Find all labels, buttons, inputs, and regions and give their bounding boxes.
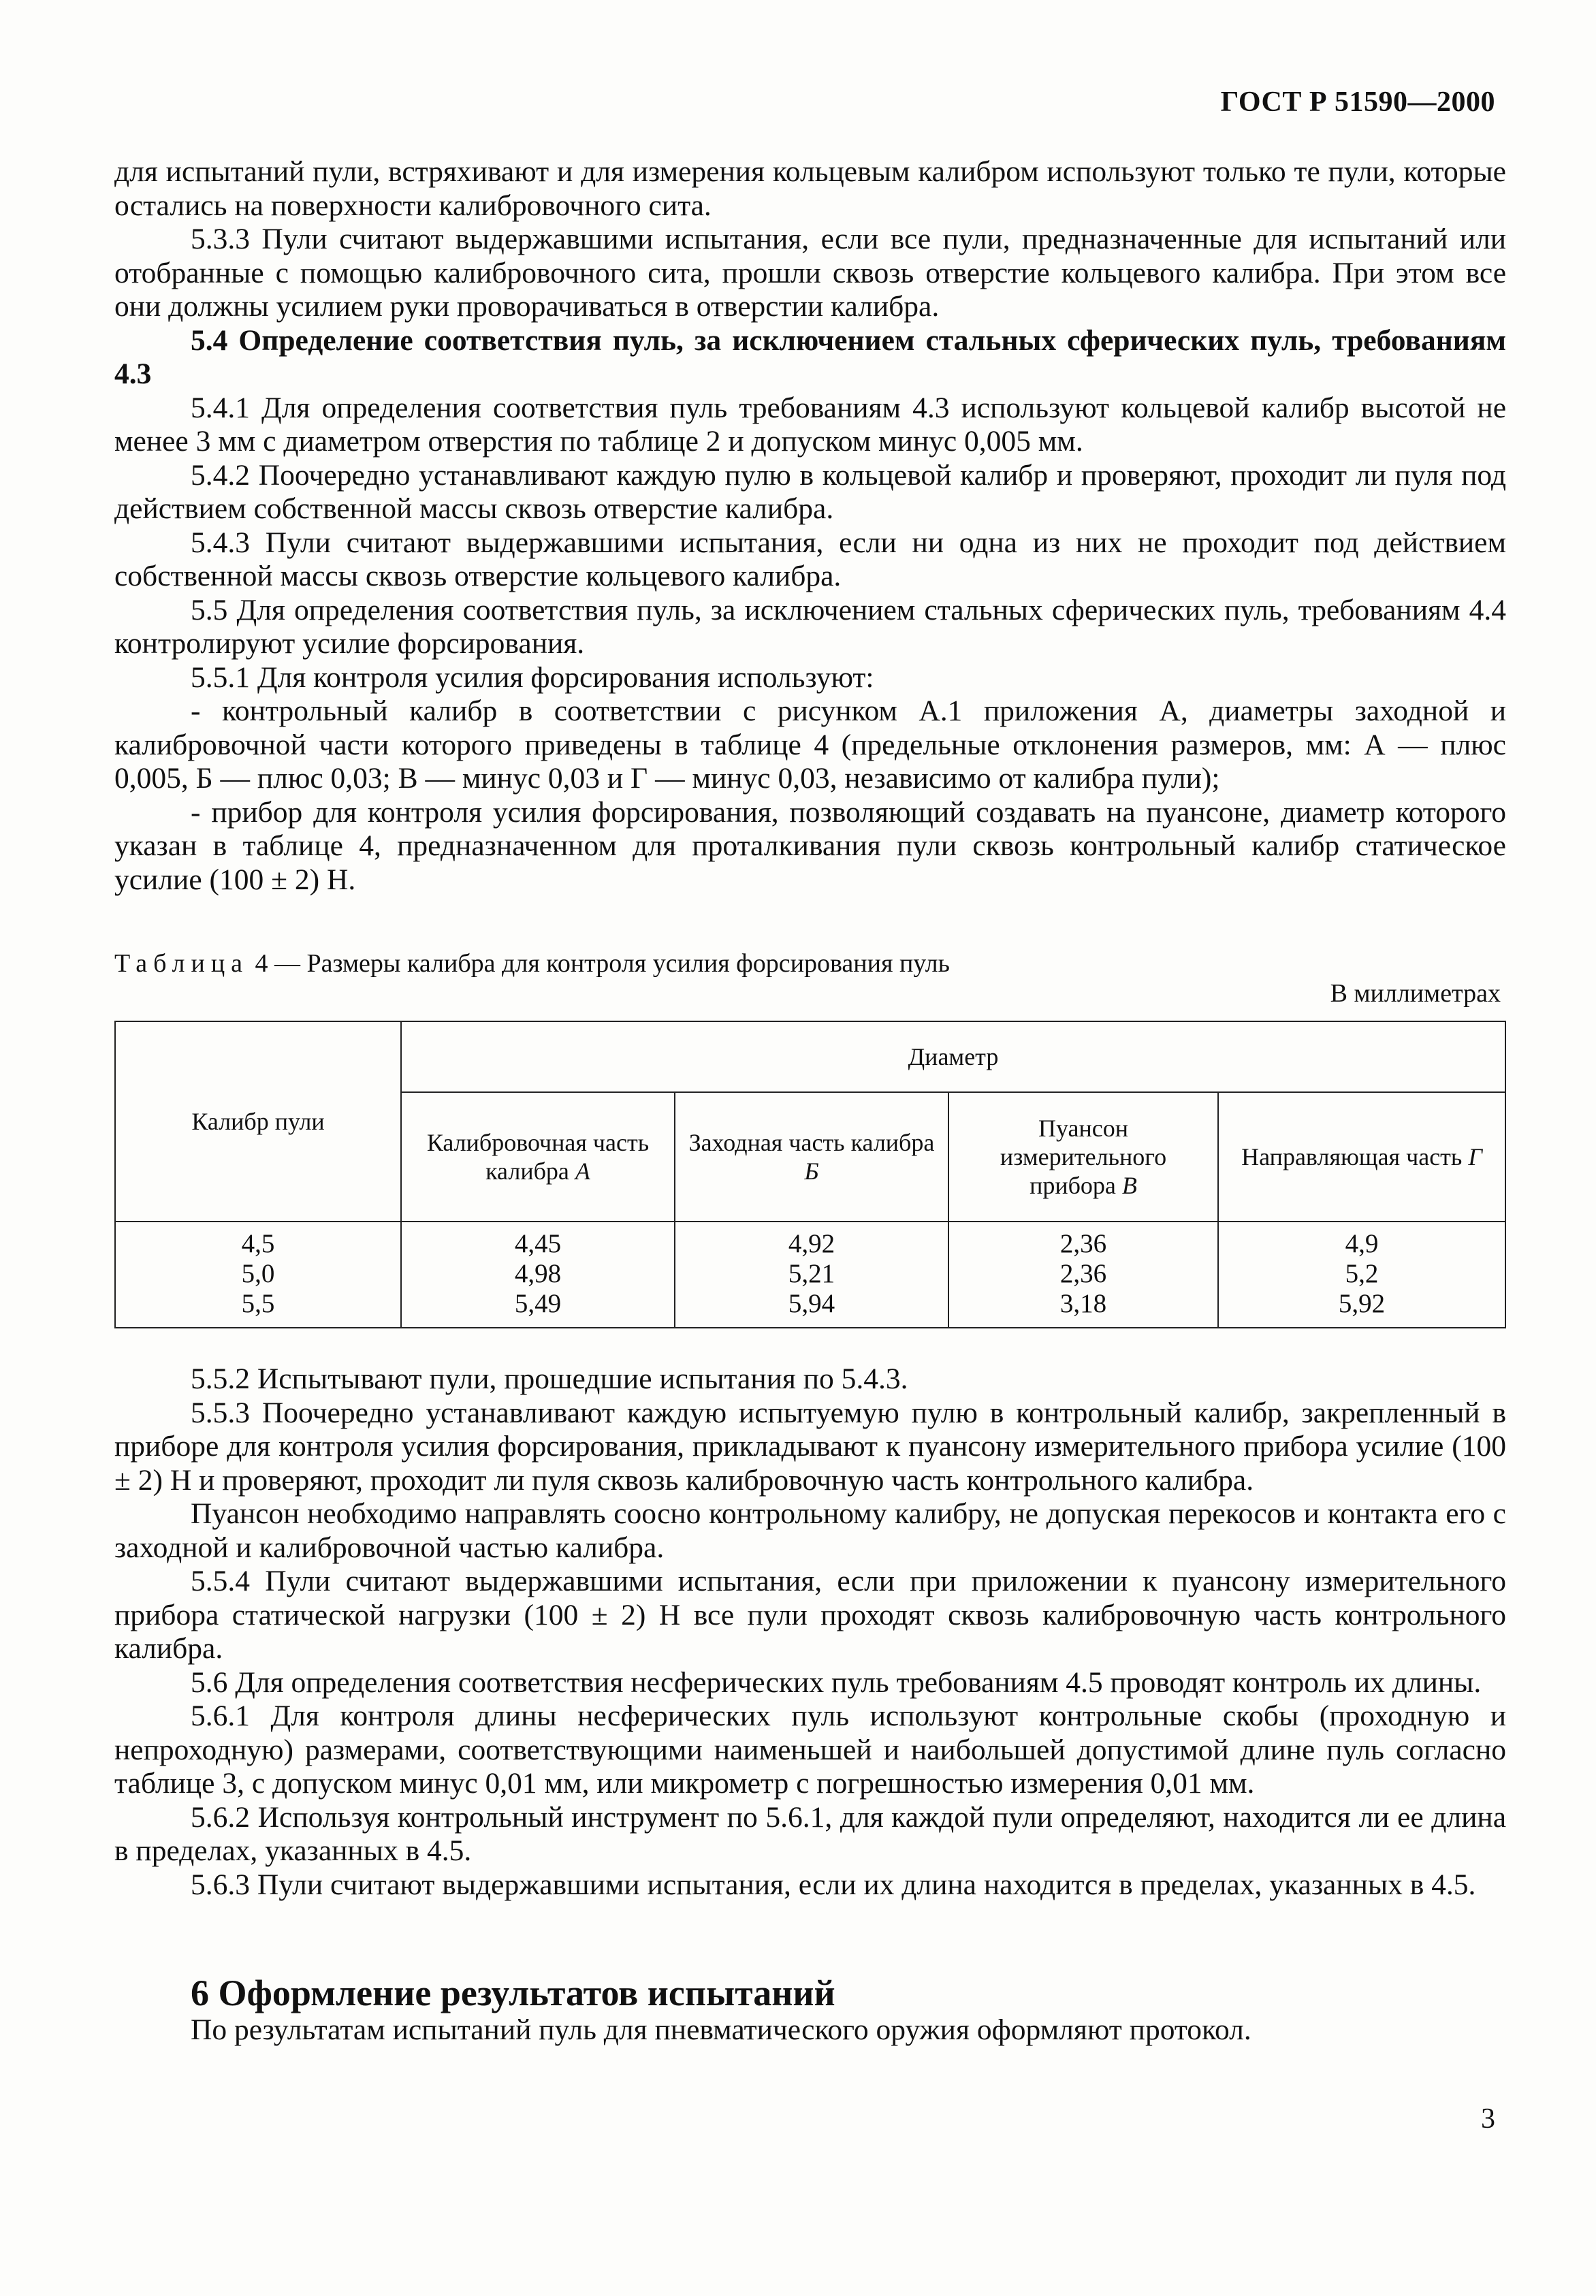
page-number: 3	[1481, 2103, 1495, 2135]
table-cell-value: 4,9	[1345, 1229, 1379, 1258]
paragraph: 5.6.1 Для контроля длины несферических пуль используют контрольные скобы (проходную и непроходную) размерами, соответствующими наименьшей и наибольшей допустимой длине пуль согласно таблице 3, с допуском минус 0,01 мм, или микрометр с погрешностью измерения 0,01 мм.	[114, 1700, 1506, 1800]
table-caption-row	[114, 947, 1506, 1008]
paragraph: 5.5.1 Для контроля усилия форсирования используют:	[191, 660, 874, 694]
paragraph: 5.6 Для определения соответствия несферических пуль требованиям 4.5 проводят контроль их длины.	[191, 1665, 1482, 1699]
table-cell-value: 4,5	[241, 1229, 275, 1258]
table-data-row	[115, 1222, 1505, 1328]
header-col-d-text: Направляющая часть	[1241, 1143, 1469, 1170]
section-paragraph: По результатам испытаний пуль для пневматического оружия оформляют протокол.	[191, 2013, 1251, 2046]
header-bullet-calibre: Калибр пули	[115, 1021, 401, 1222]
paragraph: 5.4.1 Для определения соответствия пуль требованиям 4.3 используют кольцевой калибр высотой не менее 3 мм с диаметром отверстия по таблице 2 и допуском минус 0,005 мм.	[114, 391, 1506, 458]
table-cell-value: 4,92	[788, 1229, 835, 1258]
header-col-c-letter: В	[1121, 1172, 1137, 1199]
table-caption-label: Таблица	[114, 949, 249, 978]
paragraph: для испытаний пули, встряхивают и для измерения кольцевым калибром используют только те пули, которые остались на поверхности калибровочного сита.	[114, 155, 1506, 222]
table-cell	[401, 1222, 675, 1328]
header-col-d	[1218, 1092, 1505, 1222]
table-cell	[115, 1222, 401, 1328]
paragraph: 5.5 Для определения соответствия пуль, за исключением стальных сферических пуль, требованиям 4.4 контролируют усилие форсирования.	[114, 593, 1506, 660]
body-text	[114, 155, 1506, 2047]
header-diameter: Диаметр	[401, 1021, 1505, 1092]
table-cell-value: 5,92	[1338, 1289, 1386, 1318]
section-title: 6 Оформление результатов испытаний	[191, 1973, 835, 2013]
table-cell-value: 5,94	[788, 1289, 835, 1318]
subsection-heading: 5.4 Определение соответствия пуль, за исключением стальных сферических пуль, требованиям 4.3	[114, 323, 1506, 390]
table-cell-value: 5,49	[514, 1289, 562, 1318]
header-col-b-letter: Б	[804, 1158, 819, 1185]
table-cell-value: 2,36	[1059, 1229, 1107, 1258]
header-col-b-text: Заходная часть калибра	[688, 1129, 935, 1156]
list-item: - контрольный калибр в соответствии с рисунком А.1 приложения А, диаметры заходной и калибровочной части которого приведены в таблице 4 (предельные отклонения размеров, мм: А — плюс 0,005, Б — плюс 0,03; В — минус 0,03 и Г — минус 0,03, независимо от калибра пули);	[114, 695, 1506, 795]
table-cell	[1218, 1222, 1505, 1328]
paragraph: 5.4.2 Поочередно устанавливают каждую пулю в кольцевой калибр и проверяют, проходит ли пуля под действием собственной массы сквозь отверстие калибра.	[114, 458, 1506, 525]
table-header-row	[115, 1021, 1505, 1092]
paragraph: 5.4.3 Пули считают выдержавшими испытания, если ни одна из них не проходит под действием собственной массы сквозь отверстие кольцевого калибра.	[114, 526, 1506, 592]
table-cell	[675, 1222, 948, 1328]
table-caption	[114, 947, 950, 981]
table-cell-value: 3,18	[1059, 1289, 1107, 1318]
table-cell-value: 4,45	[514, 1229, 562, 1258]
table-cell	[948, 1222, 1218, 1328]
table-units: В миллиметрах	[1330, 979, 1501, 1008]
paragraph: 5.5.3 Поочередно устанавливают каждую испытуемую пулю в контрольный калибр, закрепленный в приборе для контроля усилия форсирования, прикладывают к пуансону измерительного прибора усилие (100 ± 2) Н и проверяют, проходит ли пуля сквозь калибровочную часть контрольного калибра.	[114, 1396, 1506, 1497]
table-caption-text: 4 — Размеры калибра для контроля усилия форсирования пуль	[249, 949, 950, 978]
paragraph: 5.6.3 Пули считают выдержавшими испытания, если их длина находится в пределах, указанных в 4.5.	[191, 1868, 1476, 1901]
calibre-table	[114, 1021, 1506, 1328]
header-col-b	[675, 1092, 948, 1222]
header-col-d-letter: Г	[1468, 1143, 1482, 1170]
header-col-c-text: Пуансон измерительного прибора	[1000, 1115, 1167, 1199]
table-cell-value: 5,5	[241, 1289, 275, 1318]
header-col-a-letter: А	[575, 1158, 590, 1185]
paragraphs-after-table	[114, 1362, 1506, 1902]
list-item: - прибор для контроля усилия форсирования, позволяющий создавать на пуансоне, диаметр которого указан в таблице 4, предназначенном для проталкивания пули сквозь контрольный калибр статическое усилие (100 ± 2) Н.	[114, 795, 1506, 896]
document-header: ГОСТ Р 51590—2000	[1220, 86, 1495, 118]
header-col-a-text: Калибровочная часть калибра	[426, 1129, 650, 1185]
table-cell-value: 2,36	[1059, 1259, 1107, 1288]
table-cell-value: 5,0	[241, 1259, 275, 1288]
table-cell-value: 4,98	[514, 1259, 562, 1288]
table-cell-value: 5,21	[788, 1259, 835, 1288]
header-col-a	[401, 1092, 675, 1222]
paragraph: Пуансон необходимо направлять соосно контрольному калибру, не допуская перекосов и контакта его с заходной и калибровочной частью калибра.	[114, 1497, 1506, 1564]
header-col-c	[948, 1092, 1218, 1222]
paragraph: 5.3.3 Пули считают выдержавшими испытания, если все пули, предназначенные для испытаний или отобранные с помощью калибровочного сита, прошли сквозь отверстие кольцевого калибра. При этом все они должны усилием руки проворачиваться в отверстии калибра.	[114, 223, 1506, 323]
table-cell-value: 5,2	[1345, 1259, 1379, 1288]
paragraph: 5.5.2 Испытывают пули, прошедшие испытания по 5.4.3.	[191, 1362, 908, 1395]
paragraph: 5.6.2 Используя контрольный инструмент по 5.6.1, для каждой пули определяют, находится ли ее длина в пределах, указанных в 4.5.	[114, 1800, 1506, 1867]
paragraph: 5.5.4 Пули считают выдержавшими испытания, если при приложении к пуансону измерительного прибора статической нагрузки (100 ± 2) Н все пули проходят сквозь калибровочную часть контрольного калибра.	[114, 1565, 1506, 1665]
